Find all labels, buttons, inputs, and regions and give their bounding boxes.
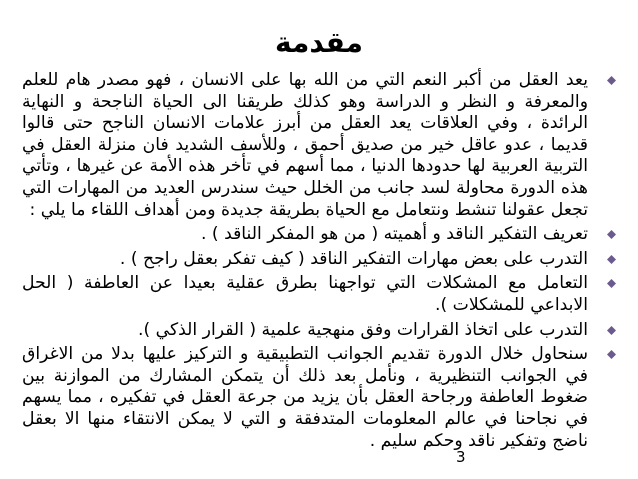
- bullet-text: التعامل مع المشكلات التي تواجهنا بطرق عقلية بعيدا عن العاطفة ( الحل الابداعي للمشكلات ).: [22, 273, 588, 315]
- page-number: 3: [456, 448, 466, 466]
- bullet-text: التدرب على بعض مهارات التفكير الناقد ( كيف تفكر بعقل راجح ) .: [119, 248, 588, 269]
- bullet-text: التدرب على اتخاذ القرارات وفق منهجية علمية ( القرار الذكي ).: [138, 319, 588, 340]
- bullet-item: [22, 70, 614, 221]
- bullet-text: يعد العقل من أكبر النعم التي من الله بها على الانسان ، فهو مصدر هام للعلم والمعرفة و النظر و الدراسة وهو كذلك طريقنا الى الحياة الناجحة و النهاية الرائدة ، وفي العلاقات يعد العقل من أبرز علامات الانسان الناجح حتى قالوا قديما ، عدو عاقل خير من صديق أحمق ، وللأسف الشديد فان منزلة العقل في التربية العربية لها حدودها الدنيا ، مما أسهم في تأخر هذه الأمة عن غيرها ، وتأتي هذه الدورة محاولة لسد جانب من الخلل حيث سندرس العديد من المهارات التي تجعل عقولنا تنشط ونتعامل مع الحياة بطريقة جديدة ومن أهداف اللقاء ما يلي :: [22, 70, 588, 220]
- bullet-item: [22, 273, 614, 316]
- bullet-list: [22, 70, 614, 455]
- bullet-item: [22, 344, 614, 452]
- bullet-item: [22, 249, 614, 271]
- diamond-bullet-icon: [607, 230, 616, 239]
- slide-title: مقدمة: [275, 26, 363, 59]
- diamond-bullet-icon: [607, 326, 616, 335]
- bullet-item: [22, 224, 614, 246]
- bullet-item: [22, 320, 614, 342]
- bullet-text: سنحاول خلال الدورة تقديم الجوانب التطبيقية و التركيز عليها بدلا من الاغراق في الجوانب التنظيرية ، ونأمل بعد ذلك أن يتمكن المشارك من الموازنة بين ضغوط العاطفة ورجاحة العقل بأن يزيد من جرعة العقل في تفكيره ، مما يسهم في نجاحنا في عالم المعلومات المتدفقة و التي لا يمكن الانتقاء منها الا بعقل ناضج وتفكير ناقد وحكم سليم .: [22, 344, 588, 451]
- diamond-bullet-icon: [607, 350, 616, 359]
- diamond-bullet-icon: [607, 76, 616, 85]
- diamond-bullet-icon: [607, 279, 616, 288]
- diamond-bullet-icon: [607, 255, 616, 264]
- bullet-text: تعريف التفكير الناقد و أهميته ( من هو المفكر الناقد ) .: [200, 224, 588, 245]
